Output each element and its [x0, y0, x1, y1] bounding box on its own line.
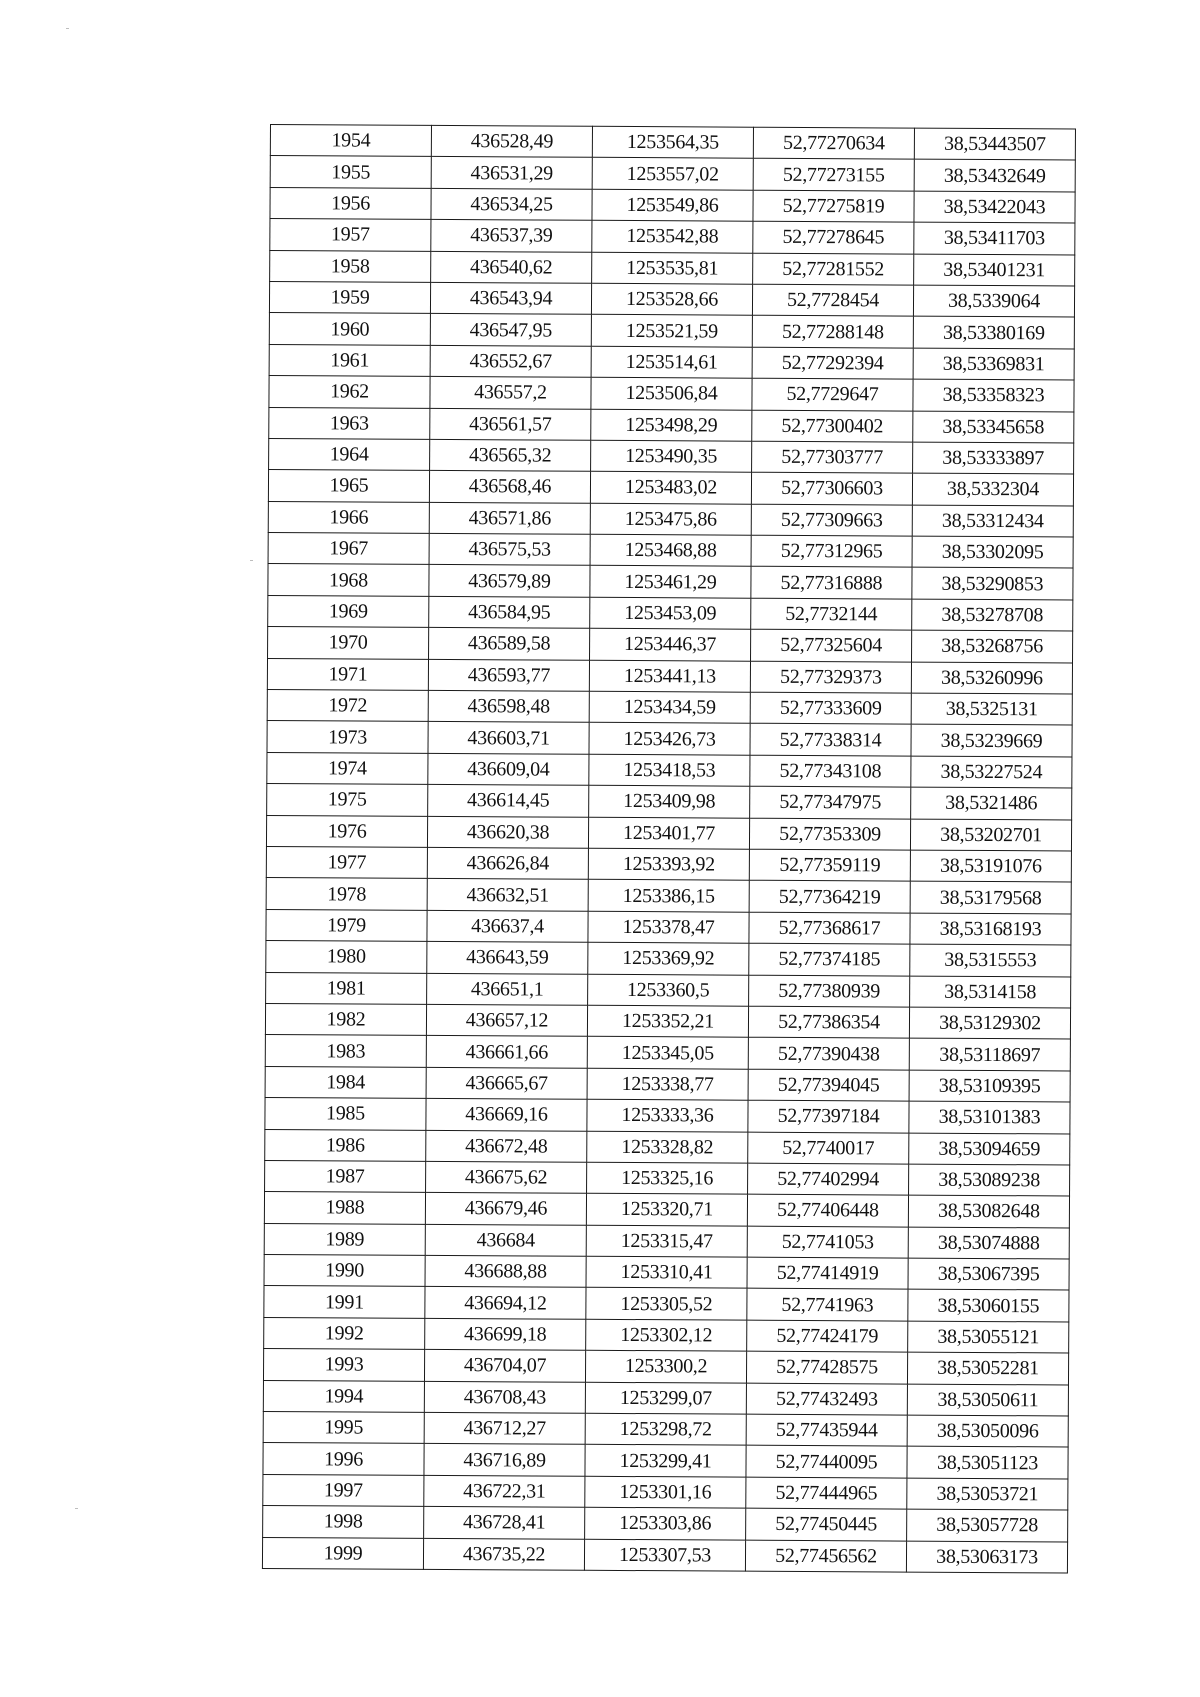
x-coordinate-cell: 436620,38 [427, 816, 588, 848]
y-coordinate-cell: 1253434,59 [589, 691, 750, 723]
table-row [267, 690, 1072, 726]
year-cell: 1957 [270, 219, 431, 251]
latitude-cell: 52,77368617 [749, 912, 910, 944]
y-coordinate-cell: 1253521,59 [591, 315, 752, 347]
latitude-cell: 52,77450445 [746, 1508, 907, 1540]
longitude-cell: 38,53052281 [907, 1352, 1068, 1384]
latitude-cell: 52,77306603 [751, 472, 912, 504]
y-coordinate-cell: 1253352,21 [587, 1005, 748, 1037]
latitude-cell: 52,77456562 [745, 1540, 906, 1572]
y-coordinate-cell: 1253528,66 [591, 283, 752, 315]
year-cell: 1961 [269, 344, 430, 376]
latitude-cell: 52,77273155 [753, 159, 914, 191]
table-row [262, 1537, 1067, 1573]
table-row [264, 1286, 1069, 1322]
longitude-cell: 38,53401231 [914, 254, 1075, 286]
x-coordinate-cell: 436704,07 [424, 1350, 585, 1382]
latitude-cell: 52,77303777 [752, 441, 913, 473]
year-cell: 1976 [266, 815, 427, 847]
table-row [268, 595, 1073, 631]
latitude-cell: 52,77300402 [752, 410, 913, 442]
x-coordinate-cell: 436603,71 [428, 722, 589, 754]
x-coordinate-cell: 436571,86 [429, 502, 590, 534]
latitude-cell: 52,77428575 [746, 1351, 907, 1383]
y-coordinate-cell: 1253475,86 [590, 503, 751, 535]
table-row [269, 344, 1074, 380]
latitude-cell: 52,77435944 [746, 1414, 907, 1446]
x-coordinate-cell: 436540,62 [431, 251, 592, 283]
latitude-cell: 52,77414919 [747, 1257, 908, 1289]
year-cell: 1955 [270, 156, 431, 188]
latitude-cell: 52,77325604 [751, 629, 912, 661]
x-coordinate-cell: 436575,53 [429, 533, 590, 565]
longitude-cell: 38,53094659 [909, 1133, 1070, 1165]
year-cell: 1973 [267, 721, 428, 753]
longitude-cell: 38,53050096 [907, 1415, 1068, 1447]
latitude-cell: 52,77281552 [753, 253, 914, 285]
year-cell: 1974 [267, 752, 428, 784]
longitude-cell: 38,53050611 [907, 1384, 1068, 1416]
longitude-cell: 38,53109395 [909, 1070, 1070, 1102]
year-cell: 1954 [270, 125, 431, 157]
x-coordinate-cell: 436679,46 [425, 1193, 586, 1225]
longitude-cell: 38,53290853 [912, 568, 1073, 600]
table-row [263, 1443, 1068, 1479]
longitude-cell: 38,53345658 [913, 411, 1074, 443]
x-coordinate-cell: 436651,1 [427, 973, 588, 1005]
latitude-cell: 52,77278645 [753, 221, 914, 253]
y-coordinate-cell: 1253300,2 [585, 1351, 746, 1383]
x-coordinate-cell: 436531,29 [431, 157, 592, 189]
year-cell: 1996 [263, 1443, 424, 1475]
longitude-cell: 38,53422043 [914, 191, 1075, 223]
table-row [267, 784, 1072, 820]
latitude-cell: 52,77343108 [750, 755, 911, 787]
longitude-cell: 38,5325131 [911, 693, 1072, 725]
x-coordinate-cell: 436543,94 [430, 282, 591, 314]
y-coordinate-cell: 1253401,77 [588, 817, 749, 849]
year-cell: 1992 [264, 1317, 425, 1349]
latitude-cell: 52,77288148 [752, 316, 913, 348]
latitude-cell: 52,77292394 [752, 347, 913, 379]
y-coordinate-cell: 1253369,92 [588, 942, 749, 974]
latitude-cell: 52,77359119 [749, 849, 910, 881]
longitude-cell: 38,53082648 [908, 1195, 1069, 1227]
y-coordinate-cell: 1253441,13 [589, 660, 750, 692]
x-coordinate-cell: 436598,48 [428, 690, 589, 722]
table-row [265, 1066, 1070, 1102]
x-coordinate-cell: 436665,67 [426, 1067, 587, 1099]
table-row [269, 438, 1074, 474]
year-cell: 1967 [268, 533, 429, 565]
year-cell: 1994 [263, 1380, 424, 1412]
year-cell: 1966 [268, 501, 429, 533]
y-coordinate-cell: 1253393,92 [588, 848, 749, 880]
longitude-cell: 38,53227524 [911, 756, 1072, 788]
longitude-cell: 38,53312434 [912, 505, 1073, 537]
table-row [267, 658, 1072, 694]
x-coordinate-cell: 436626,84 [427, 847, 588, 879]
latitude-cell: 52,77338314 [750, 724, 911, 756]
table-row [264, 1192, 1069, 1228]
longitude-cell: 38,5315553 [910, 944, 1071, 976]
longitude-cell: 38,53333897 [913, 442, 1074, 474]
y-coordinate-cell: 1253483,02 [590, 472, 751, 504]
longitude-cell: 38,53260996 [911, 662, 1072, 694]
table-row [267, 721, 1072, 757]
year-cell: 1986 [265, 1129, 426, 1161]
year-cell: 1962 [269, 376, 430, 408]
latitude-cell: 52,77386354 [748, 1006, 909, 1038]
longitude-cell: 38,53268756 [912, 630, 1073, 662]
table-row [266, 815, 1071, 851]
y-coordinate-cell: 1253360,5 [588, 974, 749, 1006]
latitude-cell: 52,7732144 [751, 598, 912, 630]
longitude-cell: 38,53101383 [909, 1101, 1070, 1133]
table-row [264, 1317, 1069, 1353]
year-cell: 1958 [270, 250, 431, 282]
longitude-cell: 38,53168193 [910, 913, 1071, 945]
x-coordinate-cell: 436565,32 [430, 439, 591, 471]
table-row [270, 125, 1075, 161]
year-cell: 1959 [269, 281, 430, 313]
table-row [263, 1506, 1068, 1542]
x-coordinate-cell: 436712,27 [424, 1412, 585, 1444]
table-row [269, 313, 1074, 349]
year-cell: 1987 [265, 1160, 426, 1192]
y-coordinate-cell: 1253514,61 [591, 346, 752, 378]
latitude-cell: 52,77394045 [748, 1069, 909, 1101]
latitude-cell: 52,77364219 [749, 881, 910, 913]
table-row [265, 1035, 1070, 1071]
latitude-cell: 52,77347975 [750, 786, 911, 818]
x-coordinate-cell: 436672,48 [426, 1130, 587, 1162]
x-coordinate-cell: 436661,66 [426, 1036, 587, 1068]
table-row [266, 878, 1071, 914]
longitude-cell: 38,53053721 [907, 1478, 1068, 1510]
year-cell: 1981 [266, 972, 427, 1004]
y-coordinate-cell: 1253303,86 [585, 1507, 746, 1539]
x-coordinate-cell: 436675,62 [426, 1161, 587, 1193]
year-cell: 1999 [262, 1537, 423, 1569]
longitude-cell: 38,5332304 [912, 473, 1073, 505]
y-coordinate-cell: 1253446,37 [590, 629, 751, 661]
longitude-cell: 38,53239669 [911, 725, 1072, 757]
y-coordinate-cell: 1253468,88 [590, 534, 751, 566]
y-coordinate-cell: 1253320,71 [586, 1194, 747, 1226]
y-coordinate-cell: 1253325,16 [587, 1162, 748, 1194]
longitude-cell: 38,53432649 [914, 159, 1075, 191]
longitude-cell: 38,53051123 [907, 1446, 1068, 1478]
year-cell: 1998 [263, 1506, 424, 1538]
longitude-cell: 38,53089238 [909, 1164, 1070, 1196]
table-row [263, 1380, 1068, 1416]
year-cell: 1972 [267, 690, 428, 722]
y-coordinate-cell: 1253386,15 [588, 880, 749, 912]
x-coordinate-cell: 436584,95 [429, 596, 590, 628]
latitude-cell: 52,77440095 [746, 1446, 907, 1478]
y-coordinate-cell: 1253310,41 [586, 1256, 747, 1288]
latitude-cell: 52,77424179 [747, 1320, 908, 1352]
longitude-cell: 38,53055121 [908, 1321, 1069, 1353]
latitude-cell: 52,7741053 [747, 1226, 908, 1258]
year-cell: 1982 [265, 1003, 426, 1035]
table-row [270, 156, 1075, 192]
latitude-cell: 52,77380939 [749, 975, 910, 1007]
x-coordinate-cell: 436534,25 [431, 188, 592, 220]
table-row [266, 972, 1071, 1008]
x-coordinate-cell: 436694,12 [425, 1287, 586, 1319]
longitude-cell: 38,53060155 [908, 1290, 1069, 1322]
table-row [263, 1411, 1068, 1447]
y-coordinate-cell: 1253490,35 [591, 440, 752, 472]
longitude-cell: 38,5339064 [913, 285, 1074, 317]
year-cell: 1978 [266, 878, 427, 910]
year-cell: 1993 [263, 1349, 424, 1381]
table-row [265, 1129, 1070, 1165]
longitude-cell: 38,53063173 [906, 1541, 1067, 1573]
latitude-cell: 52,77316888 [751, 567, 912, 599]
table-row [265, 1160, 1070, 1196]
longitude-cell: 38,53179568 [910, 881, 1071, 913]
x-coordinate-cell: 436699,18 [425, 1318, 586, 1350]
scan-speck [250, 560, 253, 561]
longitude-cell: 38,5314158 [910, 976, 1071, 1008]
y-coordinate-cell: 1253338,77 [587, 1068, 748, 1100]
table-row [263, 1349, 1068, 1385]
scan-speck [66, 28, 69, 29]
latitude-cell: 52,7728454 [752, 284, 913, 316]
table-row [266, 846, 1071, 882]
table-row [268, 627, 1073, 663]
y-coordinate-cell: 1253498,29 [591, 409, 752, 441]
x-coordinate-cell: 436568,46 [429, 471, 590, 503]
x-coordinate-cell: 436728,41 [424, 1507, 585, 1539]
y-coordinate-cell: 1253299,41 [585, 1445, 746, 1477]
longitude-cell: 38,53118697 [909, 1038, 1070, 1070]
latitude-cell: 52,77275819 [753, 190, 914, 222]
latitude-cell: 52,7740017 [748, 1132, 909, 1164]
x-coordinate-cell: 436589,58 [429, 628, 590, 660]
x-coordinate-cell: 436632,51 [427, 879, 588, 911]
longitude-cell: 38,53302095 [912, 536, 1073, 568]
year-cell: 1989 [264, 1223, 425, 1255]
latitude-cell: 52,7741963 [747, 1289, 908, 1321]
latitude-cell: 52,77406448 [747, 1194, 908, 1226]
x-coordinate-cell: 436547,95 [430, 314, 591, 346]
latitude-cell: 52,77353309 [749, 818, 910, 850]
y-coordinate-cell: 1253453,09 [590, 597, 751, 629]
y-coordinate-cell: 1253333,36 [587, 1099, 748, 1131]
longitude-cell: 38,5321486 [911, 787, 1072, 819]
year-cell: 1983 [265, 1035, 426, 1067]
table-row [269, 281, 1074, 317]
table-row [269, 407, 1074, 443]
year-cell: 1960 [269, 313, 430, 345]
table-row [270, 187, 1075, 223]
x-coordinate-cell: 436684 [425, 1224, 586, 1256]
latitude-cell: 52,77333609 [750, 692, 911, 724]
table-row [268, 501, 1073, 537]
year-cell: 1985 [265, 1098, 426, 1130]
table-row [263, 1474, 1068, 1510]
y-coordinate-cell: 1253564,35 [592, 126, 753, 158]
table-row [265, 1098, 1070, 1134]
longitude-cell: 38,53067395 [908, 1258, 1069, 1290]
y-coordinate-cell: 1253299,07 [585, 1382, 746, 1414]
year-cell: 1968 [268, 564, 429, 596]
table-row [270, 219, 1075, 255]
coordinate-table [262, 124, 1076, 1573]
x-coordinate-cell: 436643,59 [427, 942, 588, 974]
y-coordinate-cell: 1253461,29 [590, 566, 751, 598]
longitude-cell: 38,53358323 [913, 379, 1074, 411]
latitude-cell: 52,77402994 [748, 1163, 909, 1195]
latitude-cell: 52,77444965 [746, 1477, 907, 1509]
y-coordinate-cell: 1253418,53 [589, 754, 750, 786]
x-coordinate-cell: 436561,57 [430, 408, 591, 440]
x-coordinate-cell: 436557,2 [430, 377, 591, 409]
latitude-cell: 52,77312965 [751, 535, 912, 567]
latitude-cell: 52,77432493 [746, 1383, 907, 1415]
year-cell: 1963 [269, 407, 430, 439]
table-row [267, 752, 1072, 788]
latitude-cell: 52,77397184 [748, 1100, 909, 1132]
year-cell: 1971 [267, 658, 428, 690]
year-cell: 1979 [266, 909, 427, 941]
year-cell: 1980 [266, 941, 427, 973]
table-row [265, 1003, 1070, 1039]
year-cell: 1995 [263, 1411, 424, 1443]
latitude-cell: 52,77270634 [753, 127, 914, 159]
y-coordinate-cell: 1253302,12 [586, 1319, 747, 1351]
table-row [268, 564, 1073, 600]
y-coordinate-cell: 1253535,81 [592, 252, 753, 284]
y-coordinate-cell: 1253549,86 [592, 189, 753, 221]
x-coordinate-cell: 436609,04 [428, 753, 589, 785]
y-coordinate-cell: 1253301,16 [585, 1476, 746, 1508]
table-row [266, 909, 1071, 945]
year-cell: 1975 [267, 784, 428, 816]
table-row [269, 376, 1074, 412]
longitude-cell: 38,53057728 [907, 1509, 1068, 1541]
y-coordinate-cell: 1253409,98 [589, 785, 750, 817]
year-cell: 1984 [265, 1066, 426, 1098]
table-row [264, 1223, 1069, 1259]
table-row [264, 1255, 1069, 1291]
y-coordinate-cell: 1253307,53 [584, 1539, 745, 1571]
y-coordinate-cell: 1253345,05 [587, 1037, 748, 1069]
x-coordinate-cell: 436593,77 [428, 659, 589, 691]
y-coordinate-cell: 1253328,82 [587, 1131, 748, 1163]
x-coordinate-cell: 436528,49 [431, 125, 592, 157]
longitude-cell: 38,53380169 [913, 316, 1074, 348]
x-coordinate-cell: 436722,31 [424, 1475, 585, 1507]
x-coordinate-cell: 436614,45 [428, 785, 589, 817]
table-row [268, 533, 1073, 569]
year-cell: 1997 [263, 1474, 424, 1506]
longitude-cell: 38,53202701 [910, 819, 1071, 851]
y-coordinate-cell: 1253315,47 [586, 1225, 747, 1257]
year-cell: 1965 [268, 470, 429, 502]
x-coordinate-cell: 436637,4 [427, 910, 588, 942]
table-row [266, 941, 1071, 977]
latitude-cell: 52,77390438 [748, 1038, 909, 1070]
year-cell: 1956 [270, 187, 431, 219]
y-coordinate-cell: 1253298,72 [585, 1413, 746, 1445]
table-row [270, 250, 1075, 286]
longitude-cell: 38,53369831 [913, 348, 1074, 380]
latitude-cell: 52,77374185 [749, 943, 910, 975]
x-coordinate-cell: 436669,16 [426, 1098, 587, 1130]
x-coordinate-cell: 436735,22 [423, 1538, 584, 1570]
scan-speck [75, 1508, 78, 1509]
latitude-cell: 52,7729647 [752, 378, 913, 410]
x-coordinate-cell: 436708,43 [424, 1381, 585, 1413]
y-coordinate-cell: 1253426,73 [589, 723, 750, 755]
table-body [262, 125, 1075, 1573]
year-cell: 1991 [264, 1286, 425, 1318]
year-cell: 1988 [264, 1192, 425, 1224]
longitude-cell: 38,53411703 [914, 222, 1075, 254]
x-coordinate-cell: 436537,39 [431, 220, 592, 252]
year-cell: 1970 [268, 627, 429, 659]
x-coordinate-cell: 436579,89 [429, 565, 590, 597]
longitude-cell: 38,53278708 [912, 599, 1073, 631]
longitude-cell: 38,53129302 [909, 1007, 1070, 1039]
y-coordinate-cell: 1253378,47 [588, 911, 749, 943]
year-cell: 1969 [268, 595, 429, 627]
x-coordinate-cell: 436657,12 [426, 1004, 587, 1036]
x-coordinate-cell: 436552,67 [430, 345, 591, 377]
longitude-cell: 38,53074888 [908, 1227, 1069, 1259]
longitude-cell: 38,53191076 [910, 850, 1071, 882]
year-cell: 1977 [266, 846, 427, 878]
x-coordinate-cell: 436716,89 [424, 1444, 585, 1476]
year-cell: 1990 [264, 1255, 425, 1287]
y-coordinate-cell: 1253506,84 [591, 377, 752, 409]
latitude-cell: 52,77309663 [751, 504, 912, 536]
x-coordinate-cell: 436688,88 [425, 1255, 586, 1287]
y-coordinate-cell: 1253557,02 [592, 158, 753, 190]
y-coordinate-cell: 1253305,52 [586, 1288, 747, 1320]
y-coordinate-cell: 1253542,88 [592, 220, 753, 252]
year-cell: 1964 [269, 438, 430, 470]
latitude-cell: 52,77329373 [750, 661, 911, 693]
table-row [268, 470, 1073, 506]
longitude-cell: 38,53443507 [914, 128, 1075, 160]
